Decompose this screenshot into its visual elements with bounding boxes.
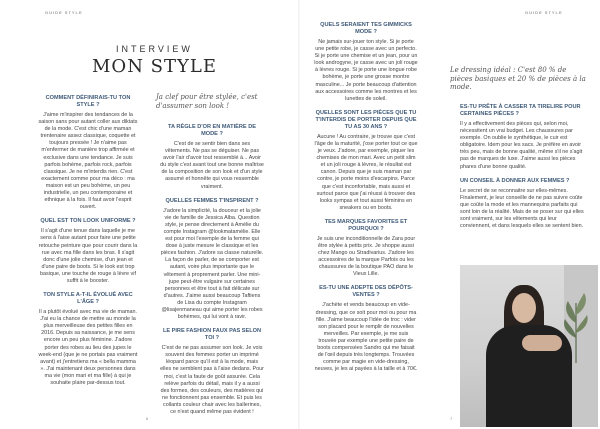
photo-arm (522, 335, 562, 351)
section-fashion-faux-pas (160, 328, 264, 416)
page-title: MON STYLE (92, 56, 217, 77)
section-body: Il s'agit d'une tenue dans laquelle je me sens à l'aise autant pour faire une petite retouche peinture que pour courir dans la rue avec ma fille dans les bras. Il s'agit donc d'une jolie chemise, d'un jean et d'une paire de boots. Si le look est trop basique, une touche de rouge à lèvre vif suffit à le booster. (38, 228, 138, 284)
page-number-left: 6 (146, 416, 149, 421)
column-3 (314, 22, 418, 380)
section-heading: ES-TU PRÊTE À CASSER TA TIRELIRE POUR CERTAINES PIÈCES ? (460, 104, 581, 117)
interview-kicker: INTERVIEW (116, 44, 193, 54)
section-heading: TES MARQUES FAVORITES ET POURQUOI ? (324, 218, 408, 232)
section-body: Il y a effectivement des pièces qui, selon moi, nécessitent un vrai budget. Les chaussures par exemple. On oublie le synthétique, le cuir est obligatoire. Idem pour les sacs. Je préfère en avoir très peu, mais de bonne qualité, même s'il ne s'agit pas de marques de luxe. J'aime aussi les pièces phares d'une bonne qualité. (460, 121, 583, 170)
section-body: J'adore la simplicité, la douceur et la jolie vie de famille de Jessica Alba. Question style, je pense directement à Amélie du compte Instagram @lookmatamélie. Elle est pour moi l'exemple de la femme qui dose à juste mesure le classique et les pièces fashion. J'adore sa classe naturelle. La façon de parler, de se comporter est autant, voire plus importante que le vêtement à proprement parler. Une mini-jupe peut-être vulgaire sur certaines personnes et être tout à fait délicate sur d'autres. J'aime aussi beaucoup Taftiens de Lisa du compte Instagram @lisajenmaneau qui aime porter les robes bohèmes, qui lui vont à ravir. (160, 207, 264, 321)
section-body: Je suis une inconditionnelle de Zara pour être stylée à petits prix. Je shoppe aussi chez Mango ou Stradivarius. J'adore les accessoires de la marque Parfois ou les chaussures de la boutique PAO dans le Vieux Lille. (316, 235, 416, 278)
section-heading: ES-TU UNE ADEPTE DES DÉPÔTS-VENTES ? (319, 285, 413, 299)
section-body: J'aime m'inspirer des tendances de la saison sans pour autant coller aux diktats de la mode. C'est chic d'une maman trentenaire assez classique, coquette et toujours pressée ! Je n'aime pas m'enfermer de manière trop affirmée et exclusive dans une tendance. Je suis parfois bohème, parfois rock, parfois classique. Je ne m'interdis rien. C'est exactement comme pour ma déco : ma maison est un peu bohème, un peu industrielle, un peu contemporaine et ethnique à la fois. Il faut avoir l'esprit ouvert. (38, 112, 138, 211)
photo-face (512, 293, 536, 323)
section-body: Ne jamais sur-jouer ton style. Si je porte une petite robe, je casse avec un perfecto. Si je porte une chemise et un jean, pour un look androgyne, je casse avec un joli rouge à lèvres rouge. Si je porte une longue robe bohème, je porte une grosse montre masculine... Je porte beaucoup d'attention aux accessoires comme les montres et les lunettes de soleil. (314, 39, 418, 102)
running-header-right: GUIDE STYLE (525, 10, 563, 15)
section-forbidden-pieces (314, 110, 418, 212)
running-header-left: GUIDE STYLE (45, 10, 83, 15)
section-heading: LE PIRE FASHION FAUX PAS SELON TOI ? (162, 328, 262, 342)
column-4 (460, 104, 586, 237)
portrait-photo (460, 265, 598, 427)
pull-quote-right: Le dressing idéal : C'est 80 % de pièces basiques et 20 % de pièces à la mode. (450, 66, 586, 91)
section-favorite-brands (314, 219, 418, 279)
section-splurge (460, 104, 586, 171)
section-body: J'achète et vends beaucoup en vide-dressing, que ce soit pour moi ou pour ma fille. J'aime beaucoup l'idée de troc : vider son placard pour le remplir de nouvelles merveilles. Par exemple, je me suis trouvée par exemple une petite paire de boots compensées Sandro qui me faisait de l'œil depuis très longtemps. Trouvées comme par magie en vide-dressing, neuves, je les ai payées à la taille et à 70€. (314, 302, 418, 373)
column-2 (160, 124, 264, 423)
section-heading: QUELS SERAIENT TES GIMMICKS MODE ? (320, 22, 412, 35)
section-heading: QUEL EST TON LOOK UNIFORME ? (40, 218, 136, 225)
section-body: C'est de se sentir bien dans ses vêtements. Ne pas se déguiser. Ne pas avoir l'air d'avoir tout ressemblé à... Avoir du style c'est avant tout une bonne maîtrise de la composition de son look et d'un style assumé et honnête qui vous ressemble vraiment. (160, 141, 264, 190)
section-heading: QUELLES SONT LES PIÈCES QUE TU T'INTERDIS DE PORTER DEPUIS QUE TU AS 30 ANS ? (315, 109, 417, 130)
section-heading: TA RÈGLE D'OR EN MATIÈRE DE MODE ? (168, 124, 256, 137)
right-page (300, 0, 600, 429)
section-style-definition (38, 95, 138, 211)
section-heading: TON STYLE A-T-IL ÉVOLUÉ AVEC L'ÂGE ? (43, 292, 133, 306)
section-uniform-look (38, 218, 138, 285)
section-heading: UN CONSEIL À DONNER AUX FEMMES ? (460, 177, 570, 184)
section-body: Il a plutôt évolué avec ma vie de maman. J'ai eu la chance de mettre au monde la plus merveilleuse des petites filles en 2016. Depuis sa naissance, je me sens encore un peu plus féminine. J'adore porter des robes au lieu des jupes le week-end (que je ne portais pas vraiment avant) et j'entretiens ma « bella mamma ». J'ai maintenant deux personnes dans ma vie (mon mari et ma fille) à qui je souhaite plaire par-dessus tout. (38, 309, 138, 386)
section-inspiring-women (160, 198, 264, 322)
section-gimmicks (314, 22, 418, 103)
section-second-hand (314, 285, 418, 373)
section-advice (460, 178, 586, 231)
column-1 (38, 95, 138, 394)
pull-quote-left: Ja clef pour être stylée, c'est d'assumer son look ! (156, 93, 258, 110)
section-body: Le secret de se reconnaitre sur elles-mêmes. Finalement, je leur conseille de ne pas suivre coûte que coûte la mode et les mannequins parfaits qui sont loin de la réalité. Mais de se poser sur qui elles sont vraiment, sur les vêtements qui leur conviennent, et dans lesquels elles se sentent bien. (460, 187, 584, 230)
page-number-right: 7 (450, 416, 453, 421)
section-body: C'est de ne pas assumer son look. Je vois souvent des femmes porter un imprimé léopard parce qu'il est à la mode, mais elles ne semblent pas à l'aise dedans. Pour moi, c'est la faute de goût assurée. Cela relève parfois du détail, mais il y a aussi des formes, des couleurs, des matières qui ne fonctionnent pas ensemble. Et puis les collants couleur chair avec les ballerines, ce n'est quand même pas évident ! (160, 345, 264, 415)
section-body: Aucune ! Au contraire, je trouve que c'est l'âge de la maturité, j'ose porter tout ce que je veux. J'adore, par exemple, piquer les chemises de mon mari. Avec un petit slim et un joli rouge à lèvres, le résultat est canon. Depuis que je suis maman par contre, je porte moins d'escarpins. Parce que c'est inconfortable, mais aussi et surtout parce que j'ai réussi à trouver des looks sympas et tout aussi féminins en sneakers ou en boots. (314, 133, 418, 211)
section-heading: QUELLES FEMMES T'INSPIRENT ? (165, 197, 259, 204)
section-style-evolution (38, 292, 138, 387)
section-golden-rule (160, 124, 264, 191)
section-heading: COMMENT DÉFINIRAIS-TU TON STYLE ? (45, 95, 131, 108)
